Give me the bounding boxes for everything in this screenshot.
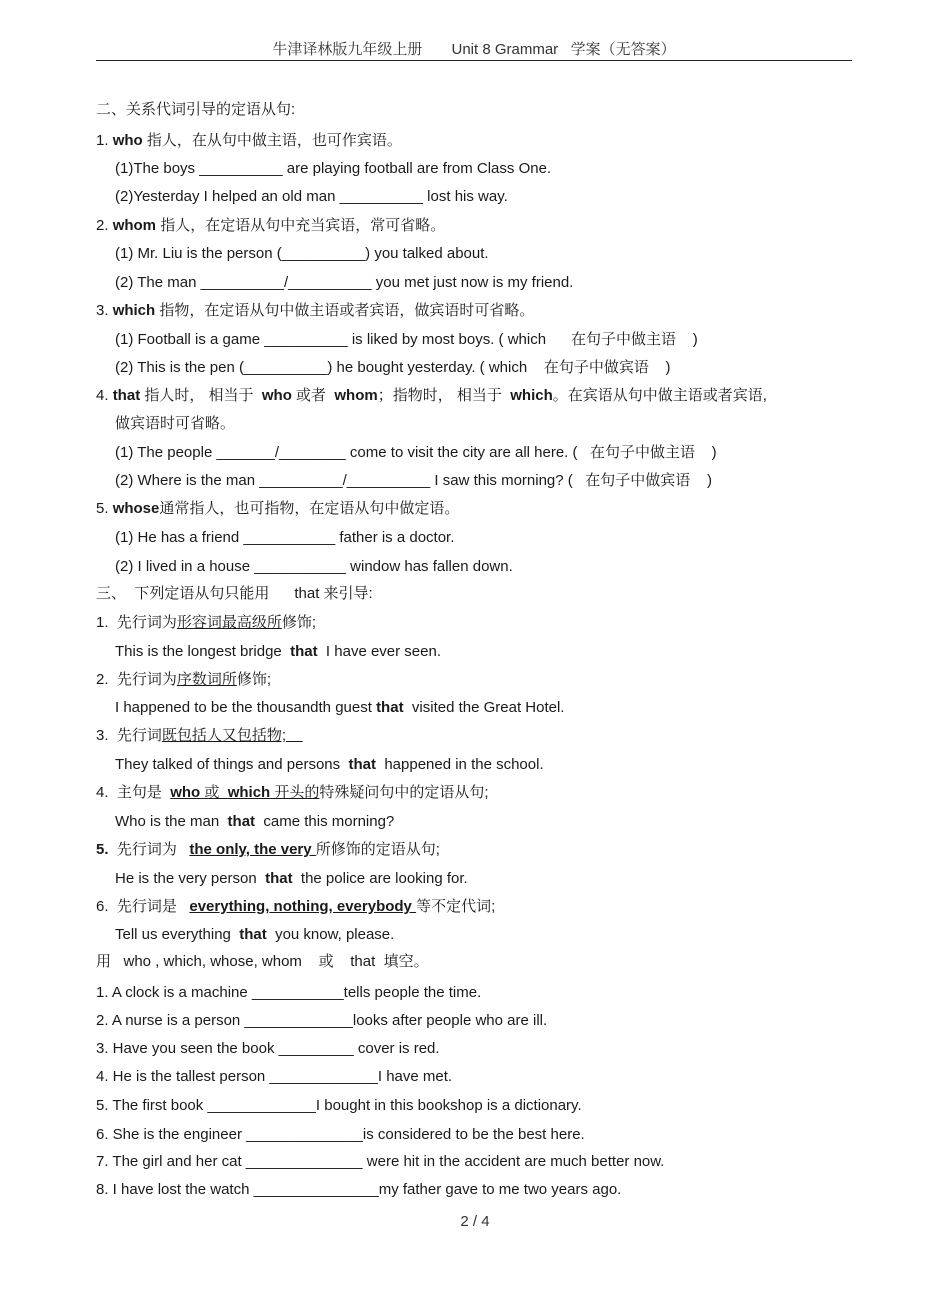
- that-rule-4: [96, 783, 489, 803]
- rule-4-example-2: (2) Where is the man __________/__________ I saw this morning? ( 在句子中做宾语 ): [115, 472, 712, 489]
- example-keyword: that: [239, 926, 267, 943]
- that-rule-5: [96, 840, 440, 860]
- that-rule-3-lead: 3. 先行词: [96, 727, 162, 744]
- example-text: the police are looking for.: [292, 870, 468, 887]
- that-rule-2-tail: 修饰;: [236, 671, 272, 688]
- rule-2-keyword: whom: [112, 217, 157, 234]
- example-text: This is the longest bridge: [115, 643, 291, 660]
- rule-2-example-2: (2) The man __________/__________ you met just now is my friend.: [115, 274, 574, 291]
- rule-3-number: 3.: [96, 302, 113, 319]
- rule-3-line: [96, 301, 534, 321]
- that-rule-1-example: [115, 642, 441, 662]
- page-number: 2 / 4: [460, 1213, 490, 1230]
- that-rule-4-example: [115, 812, 394, 832]
- that-rule-4-lead: 4. 主句是: [96, 784, 171, 801]
- that-rule-6-example: [115, 925, 394, 945]
- example-text: I have ever seen.: [317, 643, 441, 660]
- that-rule-2-lead: 2. 先行词为: [96, 671, 177, 688]
- example-text: happened in the school.: [375, 756, 544, 773]
- rule-1-description: 指人，在从句中做主语，也可作宾语。: [142, 132, 402, 149]
- rule-4-line: [96, 386, 767, 406]
- example-text: Tell us everything: [115, 926, 240, 943]
- rule-3-example-1: (1) Football is a game __________ is liked by most boys. ( which 在句子中做主语 ): [115, 331, 698, 348]
- that-rule-5-tail: 所修饰的定语从句;: [315, 841, 440, 858]
- that-rule-1-lead: 1. 先行词为: [96, 614, 177, 631]
- example-text: you know, please.: [266, 926, 395, 943]
- example-keyword: that: [227, 813, 256, 830]
- rule-5-description: 通常指人，也可指物，在定语从句中做定语。: [159, 500, 460, 517]
- rule-4-text-1: 指人时， 相当于: [140, 387, 262, 404]
- rule-2-example-1: (1) Mr. Liu is the person (__________) you talked about.: [115, 245, 489, 262]
- that-rule-2-example: [115, 698, 564, 718]
- rule-4-text-4: 。在宾语从句中做主语或者宾语,: [552, 387, 767, 404]
- section-2-heading: 二、关系代词引导的定语从句:: [96, 101, 296, 118]
- that-rule-3-underlined: 既包括人又包括物;: [161, 727, 303, 744]
- exercise-item: 2. A nurse is a person _____________looks after people who are ill.: [96, 1012, 548, 1029]
- rule-4-text-2: 或者: [291, 387, 335, 404]
- rule-5-example-1: (1) He has a friend ___________ father is a doctor.: [115, 529, 455, 546]
- exercise-item: 1. A clock is a machine ___________tells people the time.: [96, 984, 482, 1001]
- that-rule-5-underlined: the only, the very: [189, 841, 316, 858]
- rule-3-description: 指物，在定语从句中做主语或者宾语，做宾语时可省略。: [155, 302, 535, 319]
- rule-3-keyword: which: [112, 302, 156, 319]
- example-keyword: that: [376, 699, 404, 716]
- rule-1-example-1: (1)The boys __________ are playing football are from Class One.: [115, 160, 552, 177]
- rule-2-number: 2.: [96, 217, 113, 234]
- that-rule-5-lead: 先行词为: [108, 841, 190, 858]
- that-rule-6: [96, 897, 495, 917]
- that-rule-1: [96, 613, 316, 633]
- rule-1-example-2: (2)Yesterday I helped an old man __________ lost his way.: [115, 188, 508, 205]
- rule-5-line: [96, 499, 459, 519]
- page-header: [96, 36, 852, 61]
- example-text: visited the Great Hotel.: [403, 699, 565, 716]
- rule-4-text-3: ；指物时， 相当于: [377, 387, 511, 404]
- keyword-which: which: [227, 784, 271, 801]
- that-rule-2: [96, 670, 271, 690]
- example-text: Who is the man: [115, 813, 228, 830]
- rule-4-keyword-whom: whom: [334, 387, 378, 404]
- rule-5-keyword: whose: [112, 500, 160, 517]
- rule-4-keyword-who: who: [261, 387, 292, 404]
- that-rule-6-lead: 6. 先行词是: [96, 898, 190, 915]
- that-rule-2-underlined: 序数词所: [176, 671, 237, 688]
- that-rule-5-example: [115, 869, 468, 889]
- that-rule-6-underlined: everything, nothing, everybody: [189, 898, 417, 915]
- example-text: came this morning?: [255, 813, 395, 830]
- exercise-item: 4. He is the tallest person _____________I have met.: [96, 1068, 453, 1085]
- example-keyword: that: [265, 870, 293, 887]
- rule-4-keyword-which: which: [510, 387, 553, 404]
- exercise-item: 6. She is the engineer ______________is considered to be the best here.: [96, 1126, 585, 1143]
- section-3-heading: 三、 下列定语从句只能用 that 来引导:: [96, 585, 373, 602]
- keyword-who: who: [170, 784, 201, 801]
- rule-1-line: [96, 131, 402, 151]
- rule-4-keyword-that: that: [112, 387, 141, 404]
- that-rule-4-tail: 特殊疑问句中的定语从句;: [319, 784, 489, 801]
- rule-3-example-2: (2) This is the pen (__________) he bought yesterday. ( which 在句子中做宾语 ): [115, 359, 671, 376]
- example-text: They talked of things and persons: [115, 756, 349, 773]
- exercise-instruction: 用 who , which, whose, whom 或 that 填空。: [96, 953, 429, 970]
- that-rule-3: [96, 726, 303, 746]
- connector-text: 或: [200, 784, 228, 801]
- exercise-item: 8. I have lost the watch _______________my father gave to me two years ago.: [96, 1181, 622, 1198]
- rule-4-continuation: 做宾语时可省略。: [115, 415, 236, 432]
- rule-1-number: 1.: [96, 132, 113, 149]
- that-rule-6-tail: 等不定代词;: [416, 898, 496, 915]
- rule-5-example-2: (2) I lived in a house ___________ window has fallen down.: [115, 558, 513, 575]
- exercise-item: 7. The girl and her cat ______________ were hit in the accident are much better now.: [96, 1153, 665, 1170]
- connector-text: 开头的: [270, 784, 320, 801]
- rule-4-example-1: (1) The people _______/________ come to visit the city are all here. ( 在句子中做主语 ): [115, 444, 717, 461]
- exercise-item: 5. The first book _____________I bought in this bookshop is a dictionary.: [96, 1097, 582, 1114]
- rule-4-number: 4.: [96, 387, 113, 404]
- that-rule-1-tail: 修饰;: [281, 614, 317, 631]
- example-text: He is the very person: [115, 870, 266, 887]
- rule-5-number: 5.: [96, 500, 113, 517]
- that-rule-3-example: [115, 755, 544, 775]
- exercise-item: 3. Have you seen the book _________ cover is red.: [96, 1040, 440, 1057]
- rule-2-line: [96, 216, 445, 236]
- rule-1-keyword: who: [112, 132, 143, 149]
- that-rule-1-underlined: 形容词最高级所: [176, 614, 282, 631]
- that-rule-5-number: 5.: [96, 841, 109, 858]
- example-text: I happened to be the thousandth guest: [115, 699, 377, 716]
- rule-2-description: 指人，在定语从句中充当宾语，常可省略。: [156, 217, 446, 234]
- that-rule-4-underlined: [170, 784, 319, 801]
- header-title: 牛津译林版九年级上册 Unit 8 Grammar 学案（无答案）: [272, 41, 676, 58]
- example-keyword: that: [290, 643, 318, 660]
- example-keyword: that: [348, 756, 376, 773]
